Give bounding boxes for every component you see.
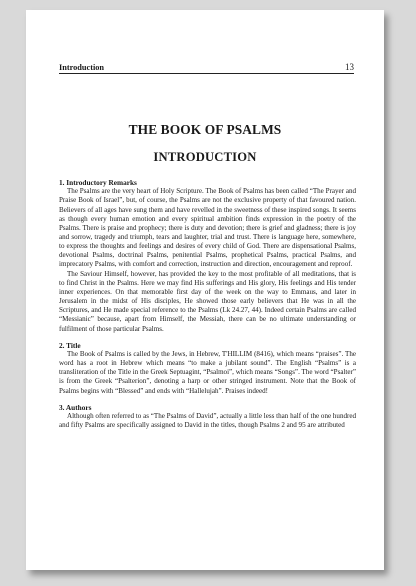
chapter-title: INTRODUCTION xyxy=(153,150,257,164)
paragraph: The Saviour Himself, however, has provided the key to the most profitable of all meditations, that is to find Christ in the Psalms. Here we may find His sufferings and His glory, His feelings and His tender inner experiences. On that memorable first day of the week on the way to Emmaus, and later in Jerusalem in the midst of His disciples, He showed those early believers that He was in all the Scriptures, and He made special reference to the Psalms (Lk 24.27, 44). Indeed certain Psalms are called “Messianic” because, apart from Himself, the Messiah, there can be no ultimate understanding or fulfilment of those particular Psalms. xyxy=(59,269,356,333)
paragraph: The Book of Psalms is called by the Jews, in Hebrew, T'HILLIM (8416), which means “praises”. The word has a root in Hebrew which means “to make a jubilant sound”. The English “Psalms” is a transliteration of the Title in the Greek Septuagint, “Psalmoi”, which means “Songs”. The word “Psalter” is from the Greek “Psalterion”, denoting a harp or other stringed instrument. Note that the Book of Psalms begins with “Blessed” and ends with “Hallelujah”. Praises indeed! xyxy=(59,349,356,395)
section-heading-title: 2. Title xyxy=(59,340,81,350)
paragraph: The Psalms are the very heart of Holy Scripture. The Book of Psalms has been called “The Prayer and Praise Book of Israel”, but, of course, the Psalms are not the exclusive property of that favoured nation. Believers of all ages have sung them and have revelled in the sweetness of these inspired songs. It seems as though every human emotion and every spiritual ambition finds expression in the poetry of the Psalms. There is praise and prophecy; there is duty and devotion; there is grief and gladness; there is joy and sorrow, tragedy and triumph, tears and laughter, trial and trust. There is language here, somewhere, to express the thoughts and feelings and desires of every child of God. There are dispensational Psalms, devotional Psalms, doctrinal Psalms, penitential Psalms, prophetical Psalms, practical Psalms, and imprecatory Psalms, with comfort and correction, instruction and direction, encouragement and reproof. xyxy=(59,187,356,269)
page-number: 13 xyxy=(345,62,354,72)
running-header xyxy=(59,62,354,74)
section-spacer xyxy=(59,334,356,341)
body-text xyxy=(59,178,356,430)
paragraph: Although often referred to as “The Psalms of David”, actually a little less than half of the one hundred and fifty Psalms are specifically assigned to David in the titles, though Psalms 2 and 95 are attributed xyxy=(59,411,356,430)
section-heading-authors: 3. Authors xyxy=(59,402,92,412)
book-page xyxy=(26,10,384,570)
section-spacer xyxy=(59,396,356,403)
book-title: THE BOOK OF PSALMS xyxy=(128,122,282,137)
section-heading-introductory-remarks: 1. Introductory Remarks xyxy=(59,178,137,187)
header-section-title: Introduction xyxy=(59,63,105,72)
